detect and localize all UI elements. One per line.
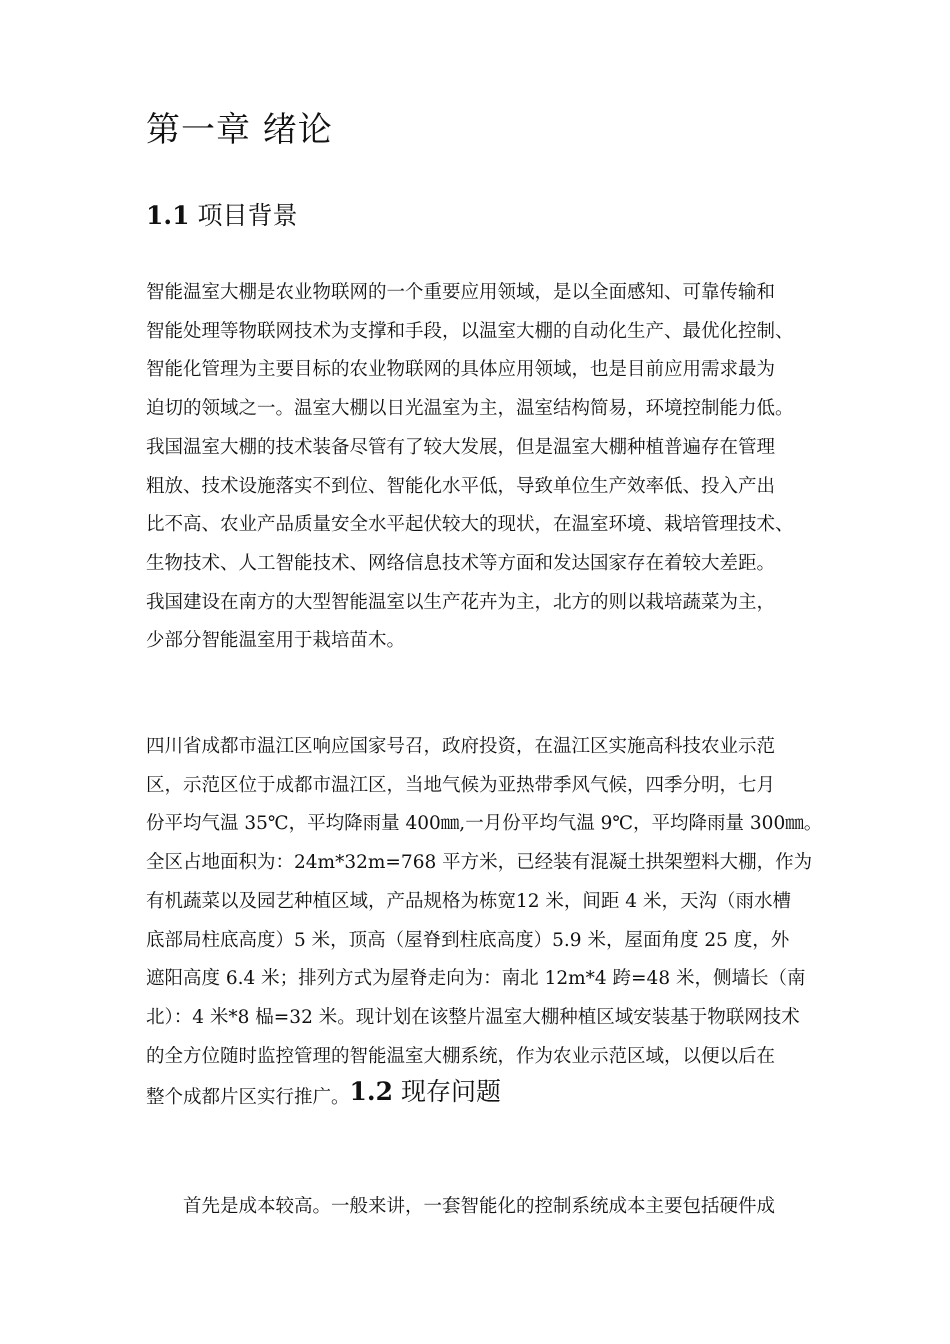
text-line: 我国温室大棚的技术装备尽管有了较大发展，但是温室大棚种植普遍存在管理 bbox=[146, 436, 776, 458]
text-line: 区，示范区位于成都市温江区，当地气候为亚热带季风气候，四季分明，七月 bbox=[146, 774, 776, 796]
paragraph-project-background bbox=[146, 274, 816, 661]
section-heading-1-1 bbox=[146, 198, 297, 234]
text-line: 整个成都片区实行推广。 bbox=[146, 1087, 350, 1109]
text-line: 少部分智能温室用于栽培苗木。 bbox=[146, 630, 406, 652]
text-line: 有机蔬菜以及园艺种植区域，产品规格为栋宽12 米，间距 4 米，天沟（雨水槽 bbox=[146, 890, 791, 912]
section-number: 1.1 bbox=[146, 201, 190, 230]
text-line: 份平均气温 35℃，平均降雨量 400㎜,一月份平均气温 9℃，平均降雨量 300㎜。 bbox=[146, 813, 823, 835]
text-line: 遮阳高度 6.4 米；排列方式为屋脊走向为：南北 12m*4 跨=48 米，侧墙长（南 bbox=[146, 968, 806, 990]
paragraph-existing-problems bbox=[146, 1188, 816, 1227]
chapter-title: 第一章 绪论 bbox=[146, 110, 333, 150]
paragraph-site-description bbox=[146, 728, 823, 1118]
section-title-text: 现存问题 bbox=[400, 1077, 501, 1107]
text-line: 底部局柱底高度）5 米，顶高（屋脊到柱底高度）5.9 米，屋面角度 25 度，外 bbox=[146, 929, 790, 951]
text-line: 的全方位随时监控管理的智能温室大棚系统，作为农业示范区域，以便以后在 bbox=[146, 1045, 776, 1067]
text-line: 我国建设在南方的大型智能温室以生产花卉为主，北方的则以栽培蔬菜为主， bbox=[146, 591, 776, 613]
text-line: 四川省成都市温江区响应国家号召，政府投资，在温江区实施高科技农业示范 bbox=[146, 736, 776, 757]
text-line: 迫切的领域之一。温室大棚以日光温室为主，温室结构简易，环境控制能力低。 bbox=[146, 398, 794, 420]
section-title-text: 项目背景 bbox=[197, 201, 298, 230]
text-line: 全区占地面积为：24m*32m=768 平方米，已经装有混凝土拱架塑料大棚，作为 bbox=[146, 852, 813, 874]
text-line-with-heading bbox=[146, 1076, 816, 1118]
text-line: 智能化管理为主要目标的农业物联网的具体应用领域，也是目前应用需求最为 bbox=[146, 359, 776, 381]
text-line: 智能处理等物联网技术为支撑和手段，以温室大棚的自动化生产、最优化控制、 bbox=[146, 320, 794, 342]
text-line: 粗放、技术设施落实不到位、智能化水平低，导致单位生产效率低、投入产出 bbox=[146, 475, 776, 497]
text-line: 比不高、农业产品质量安全水平起伏较大的现状，在温室环境、栽培管理技术、 bbox=[146, 514, 794, 536]
section-number: 1.2 bbox=[349, 1077, 394, 1107]
text-line: 生物技术、人工智能技术、网络信息技术等方面和发达国家存在着较大差距。 bbox=[146, 552, 776, 574]
text-line: 智能温室大棚是农业物联网的一个重要应用领域，是以全面感知、可靠传输和 bbox=[146, 282, 776, 303]
text-line: 首先是成本较高。一般来讲，一套智能化的控制系统成本主要包括硬件成 bbox=[183, 1196, 776, 1217]
section-heading-1-2 bbox=[350, 1077, 501, 1106]
text-line: 北）：4 米*8 榀=32 米。现计划在该整片温室大棚种植区域安装基于物联网技术 bbox=[146, 1006, 800, 1028]
